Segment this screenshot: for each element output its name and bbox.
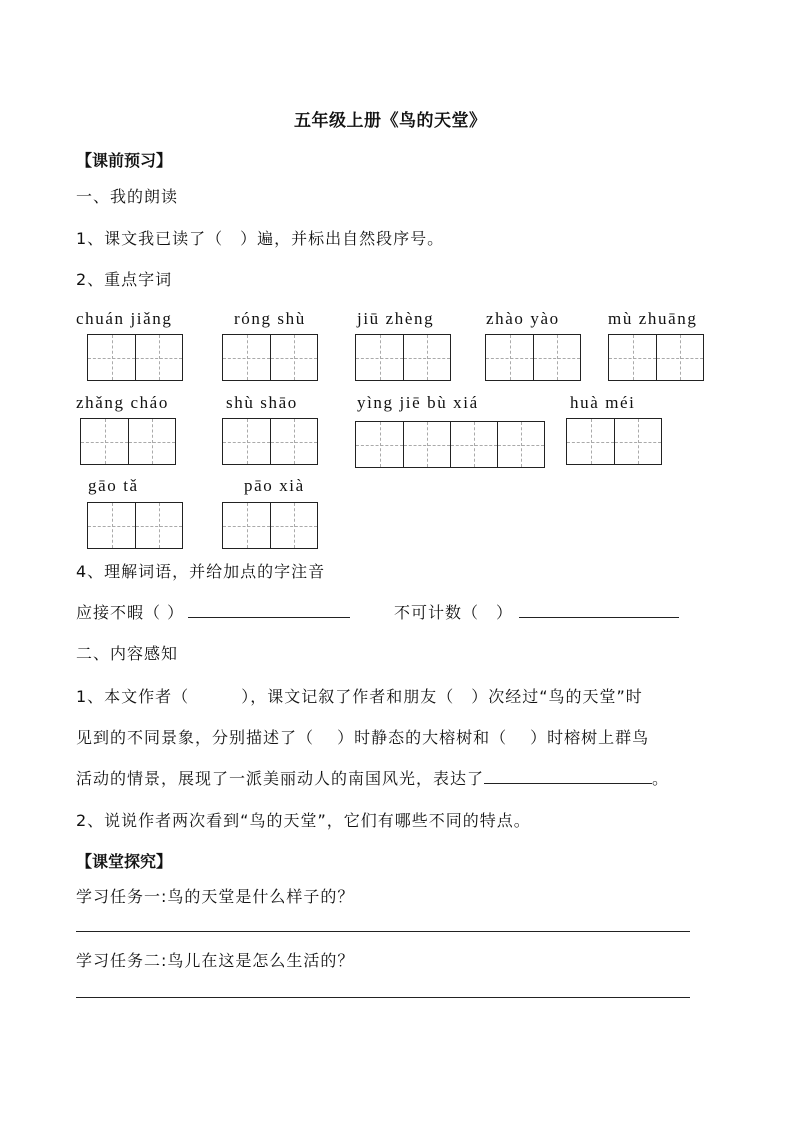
q1-line1-part-a: 1、本文作者（	[76, 687, 190, 706]
keywords-heading: 2、重点字词	[76, 270, 173, 289]
task-2: 学习任务二:鸟儿在这是怎么生活的？	[76, 951, 355, 970]
q1-line1-part-b: ），课文记叙了作者和朋友（ ）次经过“鸟的天堂”时	[241, 687, 643, 706]
tianzige-box[interactable]	[222, 502, 318, 549]
tianzige-box[interactable]	[355, 421, 545, 468]
tianzige-cell[interactable]	[497, 422, 544, 467]
tianzige-cell[interactable]	[223, 419, 270, 464]
tianzige-cell[interactable]	[403, 422, 450, 467]
q1-line3-text: 活动的情景，展现了一派美丽动人的南国风光，表达了	[76, 769, 485, 788]
tianzige-cell[interactable]	[270, 419, 317, 464]
tianzige-cell[interactable]	[486, 335, 533, 380]
q1-line3-end: 。	[652, 769, 670, 788]
answer-line[interactable]	[76, 997, 690, 998]
tianzige-cell[interactable]	[403, 335, 450, 380]
word-2-label: 不可计数（ ）	[394, 603, 514, 622]
section-explore-heading: 【课堂探究】	[76, 852, 173, 871]
tianzige-cell[interactable]	[128, 419, 175, 464]
tianzige-cell[interactable]	[656, 335, 703, 380]
tianzige-cell[interactable]	[270, 503, 317, 548]
answer-blank[interactable]	[188, 603, 350, 618]
pinyin-label: pāo xià	[244, 476, 305, 495]
understand-heading: 4、理解词语，并给加点的字注音	[76, 562, 326, 581]
pinyin-label: róng shù	[234, 309, 306, 328]
pinyin-label: zhào yào	[486, 309, 560, 328]
content-q2: 2、说说作者两次看到“鸟的天堂”，它们有哪些不同的特点。	[76, 811, 531, 830]
pinyin-label: jiū zhèng	[357, 309, 435, 328]
pinyin-label: yìng jiē bù xiá	[357, 393, 479, 412]
tianzige-cell[interactable]	[614, 419, 661, 464]
tianzige-box[interactable]	[355, 334, 451, 381]
tianzige-cell[interactable]	[356, 422, 403, 467]
pinyin-label: gāo tǎ	[88, 476, 139, 495]
tianzige-box[interactable]	[222, 418, 318, 465]
pinyin-label: chuán jiǎng	[76, 309, 173, 328]
tianzige-box[interactable]	[485, 334, 581, 381]
answer-blank[interactable]	[484, 769, 652, 784]
tianzige-cell[interactable]	[135, 503, 182, 548]
content-q1-line2: 见到的不同景象，分别描述了（ ）时静态的大榕树和（ ）时榕树上群鸟	[76, 728, 650, 747]
tianzige-cell[interactable]	[135, 335, 182, 380]
tianzige-box[interactable]	[87, 334, 183, 381]
word-1-label: 应接不暇（ ）	[76, 603, 185, 622]
pinyin-label: shù shāo	[226, 393, 298, 412]
tianzige-box[interactable]	[87, 502, 183, 549]
tianzige-cell[interactable]	[81, 419, 128, 464]
task-1: 学习任务一:鸟的天堂是什么样子的？	[76, 887, 355, 906]
section-preview-heading: 【课前预习】	[76, 151, 173, 170]
tianzige-cell[interactable]	[223, 335, 270, 380]
tianzige-box[interactable]	[222, 334, 318, 381]
tianzige-cell[interactable]	[356, 335, 403, 380]
content-q1-line1	[76, 684, 643, 707]
answer-blank[interactable]	[519, 603, 679, 618]
word-2	[394, 600, 679, 623]
tianzige-cell[interactable]	[88, 335, 135, 380]
tianzige-cell[interactable]	[223, 503, 270, 548]
pinyin-label: mù zhuāng	[608, 309, 698, 328]
word-1	[76, 600, 350, 623]
pinyin-label: zhǎng cháo	[76, 393, 169, 412]
content-heading: 二、内容感知	[76, 644, 179, 663]
tianzige-cell[interactable]	[88, 503, 135, 548]
reading-item-1: 1、课文我已读了（ ）遍，并标出自然段序号。	[76, 229, 445, 248]
tianzige-cell[interactable]	[609, 335, 656, 380]
tianzige-cell[interactable]	[567, 419, 614, 464]
page-title: 五年级上册《鸟的天堂》	[294, 111, 487, 131]
tianzige-cell[interactable]	[270, 335, 317, 380]
tianzige-cell[interactable]	[450, 422, 497, 467]
tianzige-cell[interactable]	[533, 335, 580, 380]
tianzige-box[interactable]	[608, 334, 704, 381]
tianzige-box[interactable]	[566, 418, 662, 465]
pinyin-label: huà méi	[570, 393, 636, 412]
tianzige-box[interactable]	[80, 418, 176, 465]
answer-line[interactable]	[76, 931, 690, 932]
reading-heading: 一、我的朗读	[76, 187, 179, 206]
content-q1-line3	[76, 766, 669, 789]
